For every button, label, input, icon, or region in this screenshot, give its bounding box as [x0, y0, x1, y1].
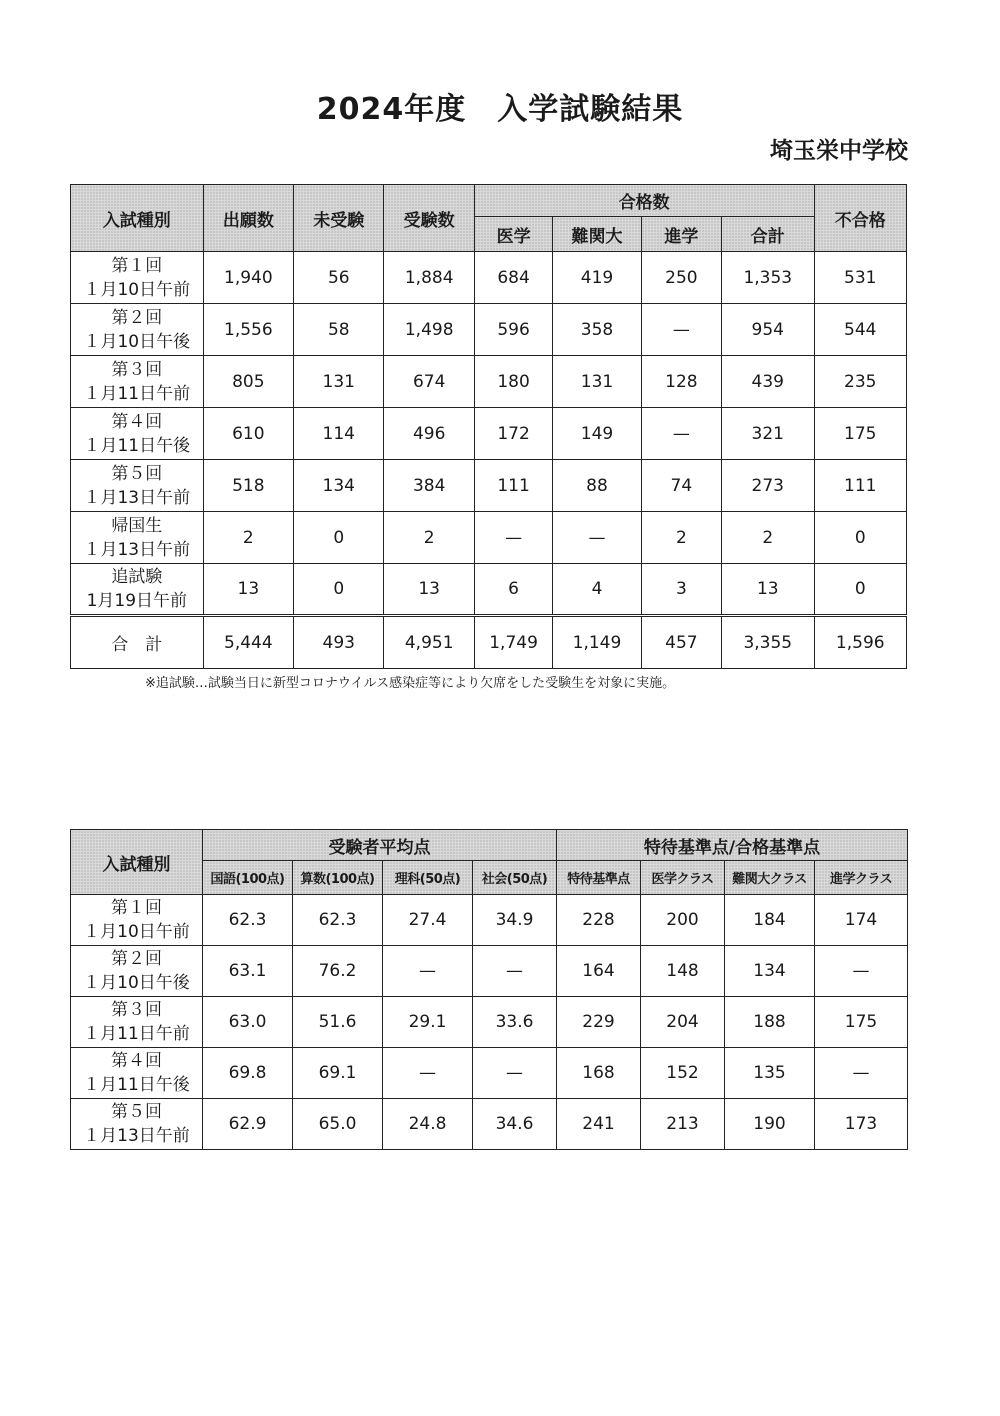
- table-cell: 228: [557, 895, 641, 946]
- header-difficult-class: 難関大クラス: [725, 861, 815, 895]
- row-label: [71, 512, 204, 564]
- table-cell: 674: [384, 356, 474, 408]
- table-cell: 439: [722, 356, 814, 408]
- total-cell: 4,951: [384, 616, 474, 669]
- table-cell: 954: [722, 304, 814, 356]
- table-cell: 69.8: [203, 1048, 293, 1099]
- row-label-date: 1月19日午前: [86, 591, 188, 611]
- table-cell: 6: [474, 564, 552, 616]
- row-label: [71, 1099, 203, 1150]
- table-cell: 496: [384, 408, 474, 460]
- header-science: 理科(50点): [383, 861, 473, 895]
- header-type: 入試種別: [71, 185, 204, 252]
- row-label-round: 第４回: [111, 411, 163, 432]
- row-label-date: １月10日午後: [83, 331, 191, 352]
- footnote: ※追試験…試験当日に新型コロナウイルス感染症等により欠席をした受験生を対象に実施。: [145, 676, 676, 691]
- row-label-round: 第３回: [111, 359, 163, 380]
- table-cell: 76.2: [293, 946, 383, 997]
- table-cell: 250: [641, 252, 721, 304]
- row-label-date: １月13日午前: [83, 487, 191, 508]
- table-cell: 34.6: [473, 1099, 557, 1150]
- header-medical-class: 医学クラス: [641, 861, 725, 895]
- total-cell: 5,444: [203, 616, 293, 669]
- table-cell: 111: [814, 460, 907, 512]
- row-label-date: １月11日午後: [83, 1075, 190, 1095]
- table-cell: 152: [641, 1048, 725, 1099]
- row-label-round: 帰国生: [111, 515, 163, 536]
- header-absent: 未受験: [294, 185, 384, 252]
- header-math: 算数(100点): [293, 861, 383, 895]
- table-cell: 29.1: [383, 997, 473, 1048]
- table-cell: 172: [474, 408, 552, 460]
- results-table: [70, 184, 907, 669]
- row-label-date: １月13日午前: [83, 1126, 190, 1146]
- row-label: [71, 252, 204, 304]
- table-cell: 58: [294, 304, 384, 356]
- table-cell: 33.6: [473, 997, 557, 1048]
- table-cell: 1,940: [203, 252, 293, 304]
- table-cell: 174: [815, 895, 908, 946]
- table-cell: 1,884: [384, 252, 474, 304]
- table-cell: 128: [641, 356, 721, 408]
- table-cell: 74: [641, 460, 721, 512]
- total-cell: 1,596: [814, 616, 907, 669]
- total-cell: 1,749: [474, 616, 552, 669]
- row-label-round: 第４回: [111, 1051, 162, 1071]
- table-cell: 0: [294, 512, 384, 564]
- page-title: 2024年度 入学試験結果: [316, 92, 684, 127]
- table-cell: 544: [814, 304, 907, 356]
- table-cell: 684: [474, 252, 552, 304]
- table-cell: —: [473, 946, 557, 997]
- table-cell: 184: [725, 895, 815, 946]
- row-label-date: １月10日午後: [83, 973, 190, 993]
- total-cell: 493: [294, 616, 384, 669]
- scores-table: [70, 829, 908, 1150]
- table-cell: 63.0: [203, 997, 293, 1048]
- row-label: [71, 304, 204, 356]
- table-cell: 24.8: [383, 1099, 473, 1150]
- table-cell: 173: [815, 1099, 908, 1150]
- table-cell: 805: [203, 356, 293, 408]
- row-label-date: １月10日午前: [83, 922, 190, 942]
- table-row: [71, 356, 907, 408]
- table-row: [71, 460, 907, 512]
- table-cell: 149: [553, 408, 641, 460]
- table-cell: 62.3: [293, 895, 383, 946]
- table-cell: 135: [725, 1048, 815, 1099]
- table-cell: 1,556: [203, 304, 293, 356]
- table-cell: 235: [814, 356, 907, 408]
- table-cell: 131: [553, 356, 641, 408]
- table-row: [71, 997, 908, 1048]
- header-criteria: 特待基準点/合格基準点: [557, 830, 908, 861]
- table-row: [71, 1099, 908, 1150]
- header-examinees: 受験数: [384, 185, 474, 252]
- row-label-round: 第５回: [111, 463, 163, 484]
- table-cell: 13: [203, 564, 293, 616]
- table-cell: 34.9: [473, 895, 557, 946]
- row-label-round: 追試験: [111, 567, 163, 587]
- table-cell: 62.3: [203, 895, 293, 946]
- table-row: [71, 1048, 908, 1099]
- header-scholarship: 特待基準点: [557, 861, 641, 895]
- table-cell: 1,498: [384, 304, 474, 356]
- table-cell: 164: [557, 946, 641, 997]
- table-row: [71, 564, 907, 616]
- table-row: [71, 512, 907, 564]
- table-cell: —: [815, 1048, 908, 1099]
- table-cell: 531: [814, 252, 907, 304]
- row-label-date: １月11日午前: [83, 1024, 190, 1044]
- total-label: 合 計: [71, 616, 204, 669]
- row-label-round: 第５回: [111, 1102, 162, 1122]
- row-label-round: 第３回: [111, 1000, 162, 1020]
- table-cell: 175: [815, 997, 908, 1048]
- table-cell: 2: [722, 512, 814, 564]
- header-japanese: 国語(100点): [203, 861, 293, 895]
- table-cell: 384: [384, 460, 474, 512]
- table-cell: 175: [814, 408, 907, 460]
- table-cell: —: [383, 946, 473, 997]
- table-cell: 596: [474, 304, 552, 356]
- header-subtotal: 合計: [722, 217, 814, 252]
- table-cell: 0: [294, 564, 384, 616]
- table-cell: 321: [722, 408, 814, 460]
- table-cell: 134: [725, 946, 815, 997]
- row-label: [71, 997, 203, 1048]
- total-cell: 1,149: [553, 616, 641, 669]
- total-cell: 457: [641, 616, 721, 669]
- table-cell: —: [553, 512, 641, 564]
- row-label: [71, 408, 204, 460]
- table-cell: —: [815, 946, 908, 997]
- header-failed: 不合格: [814, 185, 907, 252]
- table-cell: 56: [294, 252, 384, 304]
- table-cell: 2: [203, 512, 293, 564]
- table-cell: 180: [474, 356, 552, 408]
- table-cell: 518: [203, 460, 293, 512]
- row-label-date: １月11日午前: [83, 383, 191, 404]
- table-cell: 419: [553, 252, 641, 304]
- header-average: 受験者平均点: [203, 830, 557, 861]
- row-label-round: 第１回: [111, 898, 162, 918]
- header-passed: 合格数: [474, 185, 814, 217]
- table-cell: 63.1: [203, 946, 293, 997]
- table-cell: 111: [474, 460, 552, 512]
- total-cell: 3,355: [722, 616, 814, 669]
- row-label: [71, 564, 204, 616]
- table-row: [71, 252, 907, 304]
- header-social: 社会(50点): [473, 861, 557, 895]
- table-cell: 51.6: [293, 997, 383, 1048]
- header-difficult: 難関大: [553, 217, 641, 252]
- row-label-date: １月13日午前: [83, 539, 191, 560]
- table-cell: 200: [641, 895, 725, 946]
- table-cell: 0: [814, 512, 907, 564]
- table-cell: 190: [725, 1099, 815, 1150]
- table-cell: 13: [722, 564, 814, 616]
- table-cell: —: [474, 512, 552, 564]
- header-advanced-class: 進学クラス: [815, 861, 908, 895]
- table-cell: 65.0: [293, 1099, 383, 1150]
- table-cell: 358: [553, 304, 641, 356]
- table-cell: 88: [553, 460, 641, 512]
- row-label: [71, 460, 204, 512]
- table-cell: 273: [722, 460, 814, 512]
- table-cell: 2: [384, 512, 474, 564]
- table-row: [71, 304, 907, 356]
- table-cell: 27.4: [383, 895, 473, 946]
- table-cell: 2: [641, 512, 721, 564]
- table-cell: 610: [203, 408, 293, 460]
- row-label: [71, 895, 203, 946]
- table-cell: —: [641, 304, 721, 356]
- row-label-date: １月10日午前: [83, 279, 191, 300]
- table-cell: 229: [557, 997, 641, 1048]
- table-cell: —: [383, 1048, 473, 1099]
- table-cell: 134: [294, 460, 384, 512]
- table-cell: 13: [384, 564, 474, 616]
- table-cell: 131: [294, 356, 384, 408]
- header-type: 入試種別: [71, 830, 203, 895]
- table-cell: 168: [557, 1048, 641, 1099]
- table-cell: 3: [641, 564, 721, 616]
- table-cell: 114: [294, 408, 384, 460]
- table-cell: 69.1: [293, 1048, 383, 1099]
- table-cell: —: [641, 408, 721, 460]
- table-cell: 4: [553, 564, 641, 616]
- table-cell: 241: [557, 1099, 641, 1150]
- table-row: [71, 408, 907, 460]
- table-cell: 0: [814, 564, 907, 616]
- school-name: 埼玉栄中学校: [770, 138, 908, 164]
- total-row: [71, 616, 907, 669]
- table-cell: 204: [641, 997, 725, 1048]
- table-cell: 148: [641, 946, 725, 997]
- row-label-round: 第１回: [111, 255, 163, 276]
- table-cell: 188: [725, 997, 815, 1048]
- header-advanced: 進学: [641, 217, 721, 252]
- row-label-round: 第２回: [111, 307, 163, 328]
- table-row: [71, 946, 908, 997]
- row-label: [71, 1048, 203, 1099]
- table-cell: —: [473, 1048, 557, 1099]
- row-label-round: 第２回: [111, 949, 162, 969]
- table-row: [71, 895, 908, 946]
- header-applicants: 出願数: [203, 185, 293, 252]
- header-medical: 医学: [474, 217, 552, 252]
- table-cell: 213: [641, 1099, 725, 1150]
- row-label: [71, 356, 204, 408]
- table-cell: 1,353: [722, 252, 814, 304]
- row-label-date: １月11日午後: [83, 435, 191, 456]
- table-cell: 62.9: [203, 1099, 293, 1150]
- row-label: [71, 946, 203, 997]
